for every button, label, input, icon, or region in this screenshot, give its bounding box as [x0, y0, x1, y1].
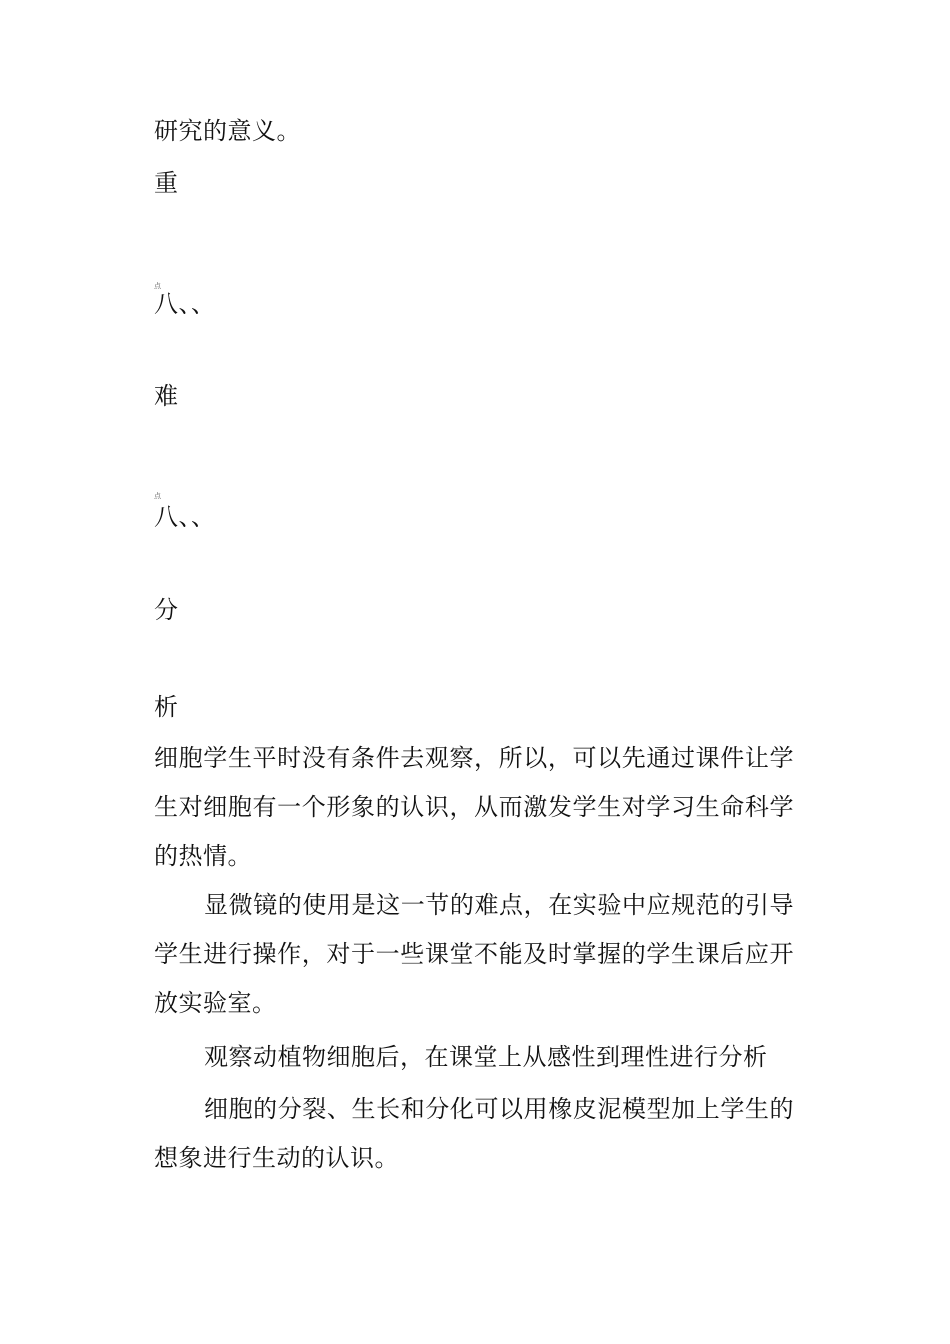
- marker-line-2: 八、、: [154, 503, 216, 531]
- marker-line-1: 八、、: [154, 290, 216, 318]
- heading-char-zhong: 重: [154, 169, 179, 197]
- paragraph-2: 显微镜的使用是这一节的难点，在实验中应规范的引导学生进行操作，对于一些课堂不能及时掌握的学生课后应开放实验室。: [154, 891, 794, 1017]
- paragraph-3: 观察动植物细胞后，在课堂上从感性到理性进行分析: [204, 1043, 768, 1071]
- heading-char-fen: 分: [154, 596, 179, 624]
- paragraph-1: 细胞学生平时没有条件去观察，所以，可以先通过课件让学生对细胞有一个形象的认识，从而激发学生对学习生命科学的热情。: [154, 744, 794, 870]
- heading-char-nan: 难: [154, 382, 179, 410]
- small-marker-2: 点: [154, 492, 161, 500]
- intro-line: 研究的意义。: [154, 117, 301, 145]
- small-marker-1: 点: [154, 282, 161, 290]
- paragraph-4: 细胞的分裂、生长和分化可以用橡皮泥模型加上学生的想象进行生动的认识。: [154, 1095, 794, 1172]
- heading-char-xi: 析: [154, 693, 179, 721]
